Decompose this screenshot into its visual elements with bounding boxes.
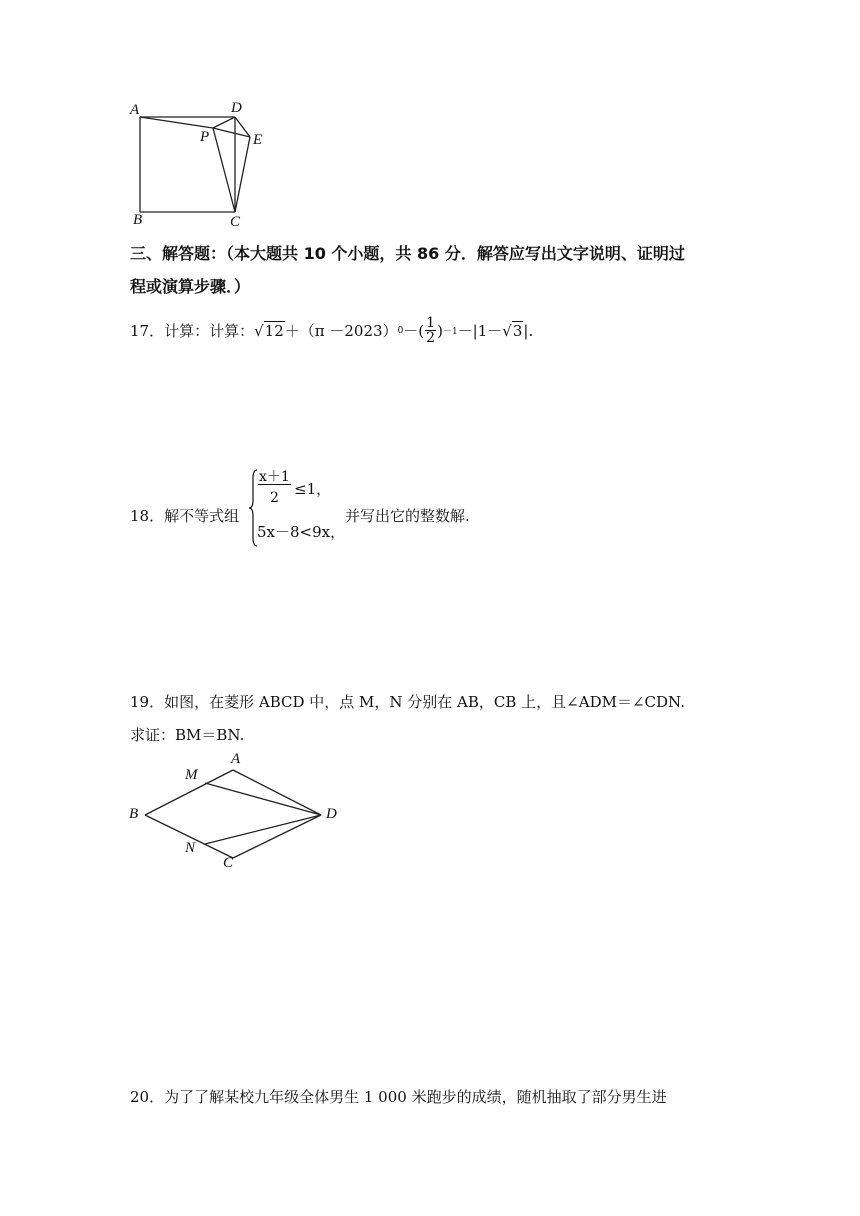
- label-e: E: [253, 132, 263, 148]
- q18-frac-num: x＋1: [259, 469, 290, 485]
- label-n: N: [185, 840, 196, 856]
- label-c: C: [230, 214, 241, 230]
- q17-end: |.: [523, 321, 534, 340]
- q18-frac-den: 2: [269, 490, 279, 506]
- question-17: [130, 316, 533, 345]
- q18-prefix: 18．解不等式组: [130, 507, 240, 525]
- label-d: D: [326, 806, 337, 822]
- q19-line2: 求证：BM＝BN.: [130, 726, 245, 744]
- q18-ineq1-rel: ≤1，: [294, 480, 332, 498]
- q18-ineq2: 5x－8<9x，: [257, 523, 346, 541]
- section-heading-line1: 三、解答题：（本大题共 10 个小题，共 86 分．解答应写出文字说明、证明过: [130, 244, 685, 263]
- label-b: B: [129, 806, 139, 822]
- q17-frac-den: 2: [426, 330, 436, 346]
- q17-frac-num: 1: [426, 315, 436, 331]
- q20-line1: 20．为了了解某校九年级全体男生 1 000 米跑步的成绩，随机抽取了部分男生进: [130, 1088, 667, 1106]
- square-figure-lines: [0, 0, 860, 240]
- q17-sqrt3: 3: [512, 322, 523, 340]
- q17-sqrt12: 12: [264, 322, 284, 340]
- sqrt-icon: √: [254, 321, 264, 340]
- label-m: M: [185, 767, 198, 783]
- label-p: P: [200, 129, 210, 145]
- label-c: C: [223, 855, 234, 871]
- q17-prefix: 17．计算：计算：: [130, 322, 255, 340]
- label-a: A: [231, 751, 241, 767]
- q18-fraction: [258, 470, 291, 505]
- q17-exp0: 0: [397, 325, 404, 336]
- q17-minus: －(: [403, 322, 425, 340]
- q17-exp-neg1: －1: [442, 327, 458, 337]
- q17-abs: －|1－: [457, 322, 503, 340]
- sqrt-icon: √: [502, 321, 512, 340]
- q19-line1: 19．如图，在菱形 ABCD 中，点 M，N 分别在 AB，CB 上，且∠ADM＝∠CDN.: [130, 693, 685, 711]
- label-a: A: [130, 102, 140, 118]
- q17-fraction: [425, 316, 436, 345]
- q18-suffix: 并写出它的整数解.: [345, 507, 470, 525]
- label-d: D: [231, 100, 242, 116]
- section-heading-line2: 程或演算步骤．）: [130, 277, 251, 296]
- q17-plus-pi: ＋（π －2023）: [284, 322, 398, 340]
- label-b: B: [133, 212, 143, 228]
- q18-ineq1: [257, 470, 292, 505]
- q17-close: ): [437, 321, 443, 340]
